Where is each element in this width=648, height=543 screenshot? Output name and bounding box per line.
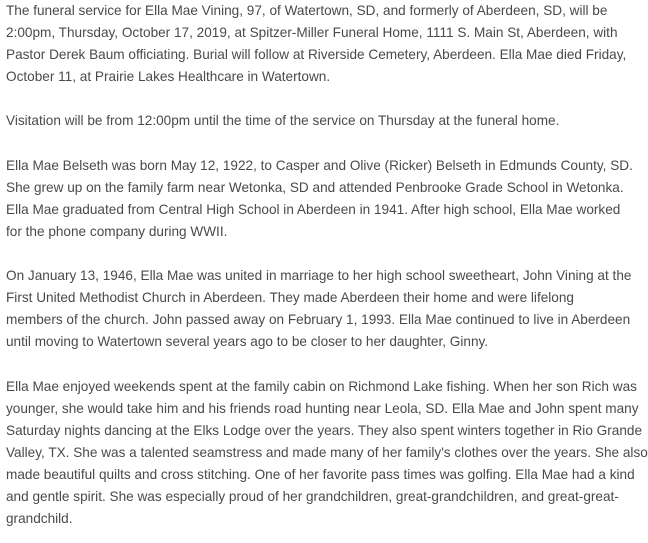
text-line: First United Methodist Church in Aberdeen. They made Aberdeen their home and were lifelong [6,290,574,306]
text-line: for the phone company during WWII. [6,223,228,239]
text-line: made beautiful quilts and cross stitching. One of her favorite pass times was golfing. Ella Mae had a kind [6,466,635,482]
paragraph-spacer [6,88,642,110]
text-line: Ella Mae graduated from Central High School in Aberdeen in 1941. After high school, Ella Mae worked [6,201,621,217]
paragraph-hobbies [6,376,648,531]
paragraph-spacer [6,354,642,376]
paragraph-spacer [6,243,642,265]
paragraph-spacer [6,133,642,155]
text-line: Ella Mae enjoyed weekends spent at the family cabin on Richmond Lake fishing. When her son Rich was [6,378,637,394]
text-line: and gentle spirit. She was especially proud of her grandchildren, great-grandchildren, and great-great- [6,489,619,505]
text-line: October 11, at Prairie Lakes Healthcare in Watertown. [6,69,331,85]
text-line: younger, she would take him and his friends road hunting near Leola, SD. Ella Mae and John spent many [6,400,639,416]
paragraph-visitation [6,110,642,132]
text-line: On January 13, 1946, Ella Mae was united in marriage to her high school sweetheart, John Vining at the [6,268,632,284]
text-line: She grew up on the family farm near Wetonka, SD and attended Penbrooke Grade School in Wetonka. [6,179,624,195]
paragraph-early-life [6,155,642,243]
text-line: The funeral service for Ella Mae Vining, 97, of Watertown, SD, and formerly of Aberdeen, SD, will be [6,3,608,18]
paragraph-marriage [6,265,642,353]
paragraph-service [6,0,642,88]
text-line: grandchild. [6,511,73,527]
text-line: Pastor Derek Baum officiating. Burial will follow at Riverside Cemetery, Aberdeen. Ella Mae died Friday, [6,47,627,63]
text-line: Ella Mae Belseth was born May 12, 1922, to Casper and Olive (Ricker) Belseth in Edmunds County, SD. [6,157,633,173]
text-line: 2:00pm, Thursday, October 17, 2019, at Spitzer-Miller Funeral Home, 1111 S. Main St, Aberdeen, with [6,25,618,41]
text-line: Visitation will be from 12:00pm until the time of the service on Thursday at the funeral home. [6,113,560,129]
text-line: Valley, TX. She was a talented seamstress and made many of her family's clothes over the years. She also [6,444,648,460]
text-line: until moving to Watertown several years ago to be closer to her daughter, Ginny. [6,334,489,350]
text-line: Saturday nights dancing at the Elks Lodge over the years. They also spent winters together in Rio Grande [6,422,643,438]
text-line: members of the church. John passed away on February 1, 1993. Ella Mae continued to live in Aberdeen [6,312,631,328]
